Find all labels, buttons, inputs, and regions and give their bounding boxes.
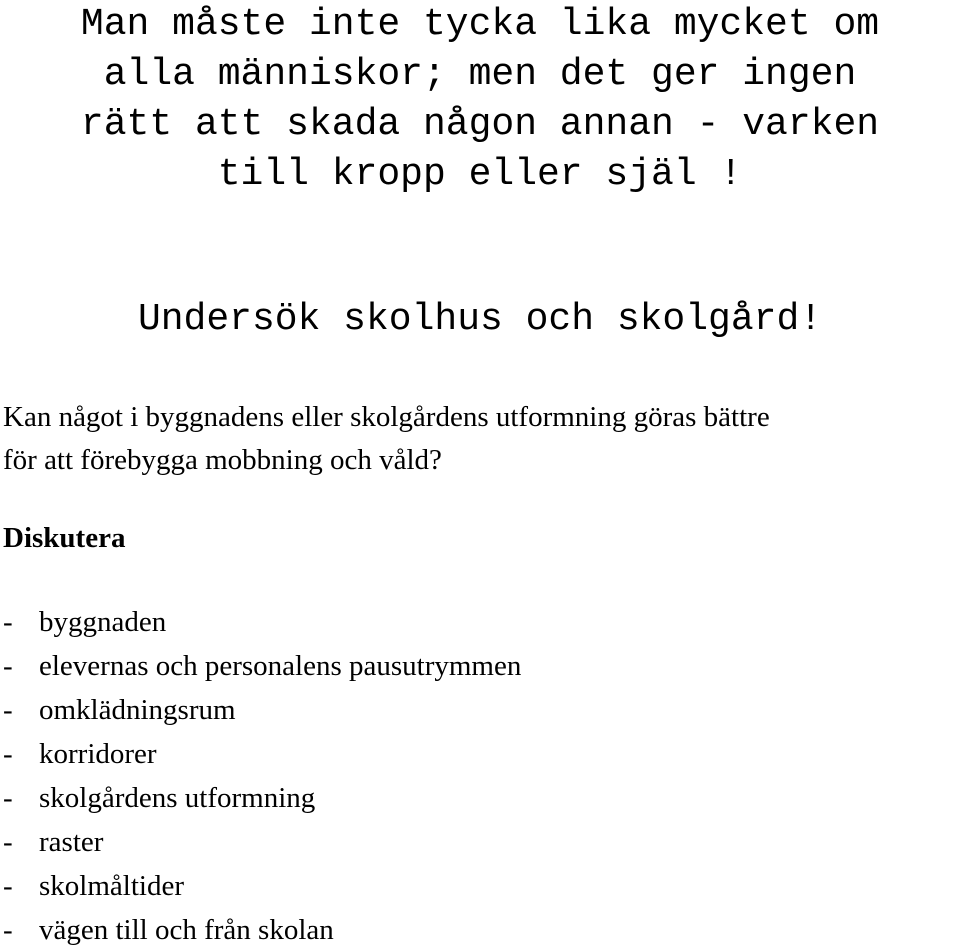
list-bullet: - bbox=[3, 738, 13, 770]
intro-paragraph bbox=[3, 396, 958, 482]
discuss-label: Diskutera bbox=[3, 522, 126, 554]
list-item bbox=[3, 864, 521, 908]
quote-line: alla människor; men det ger ingen bbox=[103, 53, 857, 96]
list-item-text: raster bbox=[39, 826, 104, 858]
list-item bbox=[3, 600, 521, 644]
quote-block bbox=[0, 0, 960, 200]
list-item bbox=[3, 688, 521, 732]
list-item-text: skolmåltider bbox=[39, 870, 184, 902]
intro-line: för att förebygga mobbning och våld? bbox=[3, 444, 442, 476]
list-item bbox=[3, 732, 521, 776]
list-item bbox=[3, 820, 521, 864]
list-item-text: byggnaden bbox=[39, 606, 167, 638]
list-item-text: vägen till och från skolan bbox=[39, 914, 334, 946]
section-heading: Undersök skolhus och skolgård! bbox=[137, 298, 823, 341]
topic-list bbox=[3, 600, 521, 951]
list-item-text: omklädningsrum bbox=[39, 694, 236, 726]
list-bullet: - bbox=[3, 694, 13, 726]
list-item-text: korridorer bbox=[39, 738, 157, 770]
list-bullet: - bbox=[3, 650, 13, 682]
list-item-text: elevernas och personalens pausutrymmen bbox=[39, 650, 522, 682]
list-item bbox=[3, 908, 521, 951]
list-bullet: - bbox=[3, 826, 13, 858]
intro-line: Kan något i byggnadens eller skolgårdens utformning göras bättre bbox=[3, 401, 770, 433]
list-bullet: - bbox=[3, 606, 13, 638]
list-bullet: - bbox=[3, 870, 13, 902]
quote-line: rätt att skada någon annan - varken bbox=[80, 103, 880, 146]
list-item-text: skolgårdens utformning bbox=[39, 782, 316, 814]
list-bullet: - bbox=[3, 914, 13, 946]
list-item bbox=[3, 644, 521, 688]
list-item bbox=[3, 776, 521, 820]
quote-line: Man måste inte tycka lika mycket om bbox=[80, 3, 880, 46]
quote-line: till kropp eller själ ! bbox=[217, 153, 743, 196]
list-bullet: - bbox=[3, 782, 13, 814]
